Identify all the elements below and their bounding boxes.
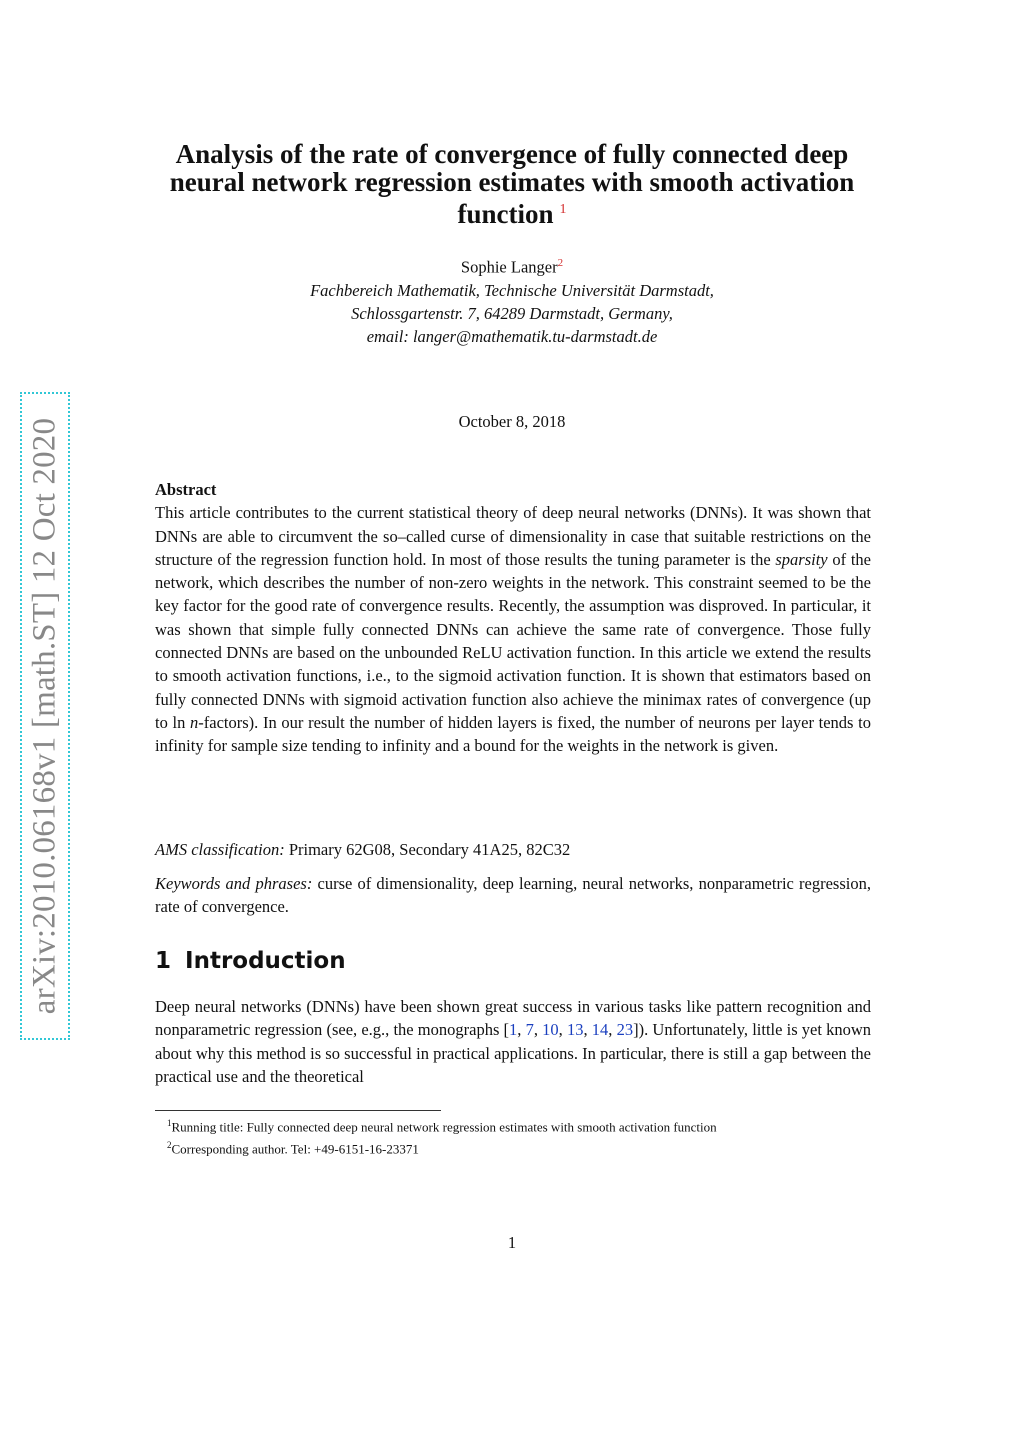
footnote-1: $^1$Running title: Fully connected deep neural network regression estimates with smooth activation function — [167, 1118, 717, 1135]
footnote-2: $^2$Corresponding author. Tel: +49-6151-16-23371 — [167, 1140, 419, 1157]
page-number: 1 — [507, 1233, 517, 1252]
author-footnote-mark[interactable]: 2 — [557, 257, 564, 269]
ams-label: AMS classification: — [155, 840, 285, 859]
arxiv-identifier: arXiv:2010.06168v1 [math.ST] 12 Oct 2020 — [26, 417, 63, 1015]
citation-link[interactable]: 14 — [591, 1020, 609, 1040]
paper-date: October 8, 2018 — [458, 412, 566, 431]
affiliation-line-1: Fachbereich Mathematik, Technische Universität Darmstadt, — [310, 280, 714, 300]
keywords: Keywords and phrases: curse of dimensionality, deep learning, neural networks, nonparametric regression, rate of convergence. — [155, 874, 871, 917]
footnotes — [155, 1114, 871, 1159]
author-block — [150, 252, 874, 348]
title-footnote-mark[interactable]: 1 — [559, 202, 567, 217]
citation-link[interactable]: 10 — [542, 1020, 559, 1040]
paper-title: Analysis of the rate of convergence of fully connected deep neural network regression estimates with smooth activation function $^1$ — [169, 139, 855, 229]
section-heading-introduction: 1 Introduction — [155, 948, 346, 974]
citation-link[interactable]: 7 — [525, 1020, 534, 1040]
abstract — [155, 478, 871, 758]
citation-link[interactable]: 13 — [566, 1020, 584, 1040]
author-email: email: langer@mathematik.tu-darmstadt.de — [366, 326, 658, 346]
citation-link[interactable]: 23 — [616, 1020, 634, 1040]
abstract-heading: Abstract — [155, 480, 217, 499]
introduction-text: Deep neural networks (DNNs) have been shown great success in various tasks like pattern recognition and nonparametric regression (see, e.g., the monographs [1, 7, 10, 13, 14, 23]). Unfortunately, little is yet known about why this method is so successful in practical applications. In particular, there is still a gap between the practical use and the theoretical — [155, 997, 872, 1086]
affiliation-line-2: Schlossgartenstr. 7, 64289 Darmstadt, Germany, — [351, 303, 673, 323]
citation-link[interactable]: 1 — [509, 1020, 518, 1040]
ams-classification: AMS classification: Primary 62G08, Secondary 41A25, 82C32 — [155, 840, 571, 859]
sparsity-term: sparsity — [775, 549, 828, 569]
abstract-text: This article contributes to the current statistical theory of deep neural networks (DNNs). It was shown that DNNs are able to circumvent the so–called curse of dimensionality in case that suitable restrictions on the structure of the regression function hold. In most of those results the tuning parameter is the sparsity of the network, which describes the number of non-zero weights in the network. This constraint seemed to be the key factor for the good rate of convergence results. Recently, the assumption was disproved. In particular, it was shown that simple fully connected DNNs can achieve the same rate of convergence. Those fully connected DNNs are based on the unbounded ReLU activation function. In this article we extend the results to smooth activation functions, i.e., to the sigmoid activation function. It is shown that estimators based on fully connected DNNs with sigmoid activation function also achieve the minimax rates of convergence (up to ln n-factors). In our result the number of hidden layers is fixed, the number of neurons per layer tends to infinity for sample size tending to infinity and a bound for the weights in the network is given. — [155, 503, 871, 756]
footnote-divider — [155, 1110, 441, 1111]
author-name: Sophie Langer$^2$ — [460, 257, 564, 277]
arxiv-stamp — [20, 392, 70, 1040]
keywords-label: Keywords and phrases: — [155, 874, 313, 893]
